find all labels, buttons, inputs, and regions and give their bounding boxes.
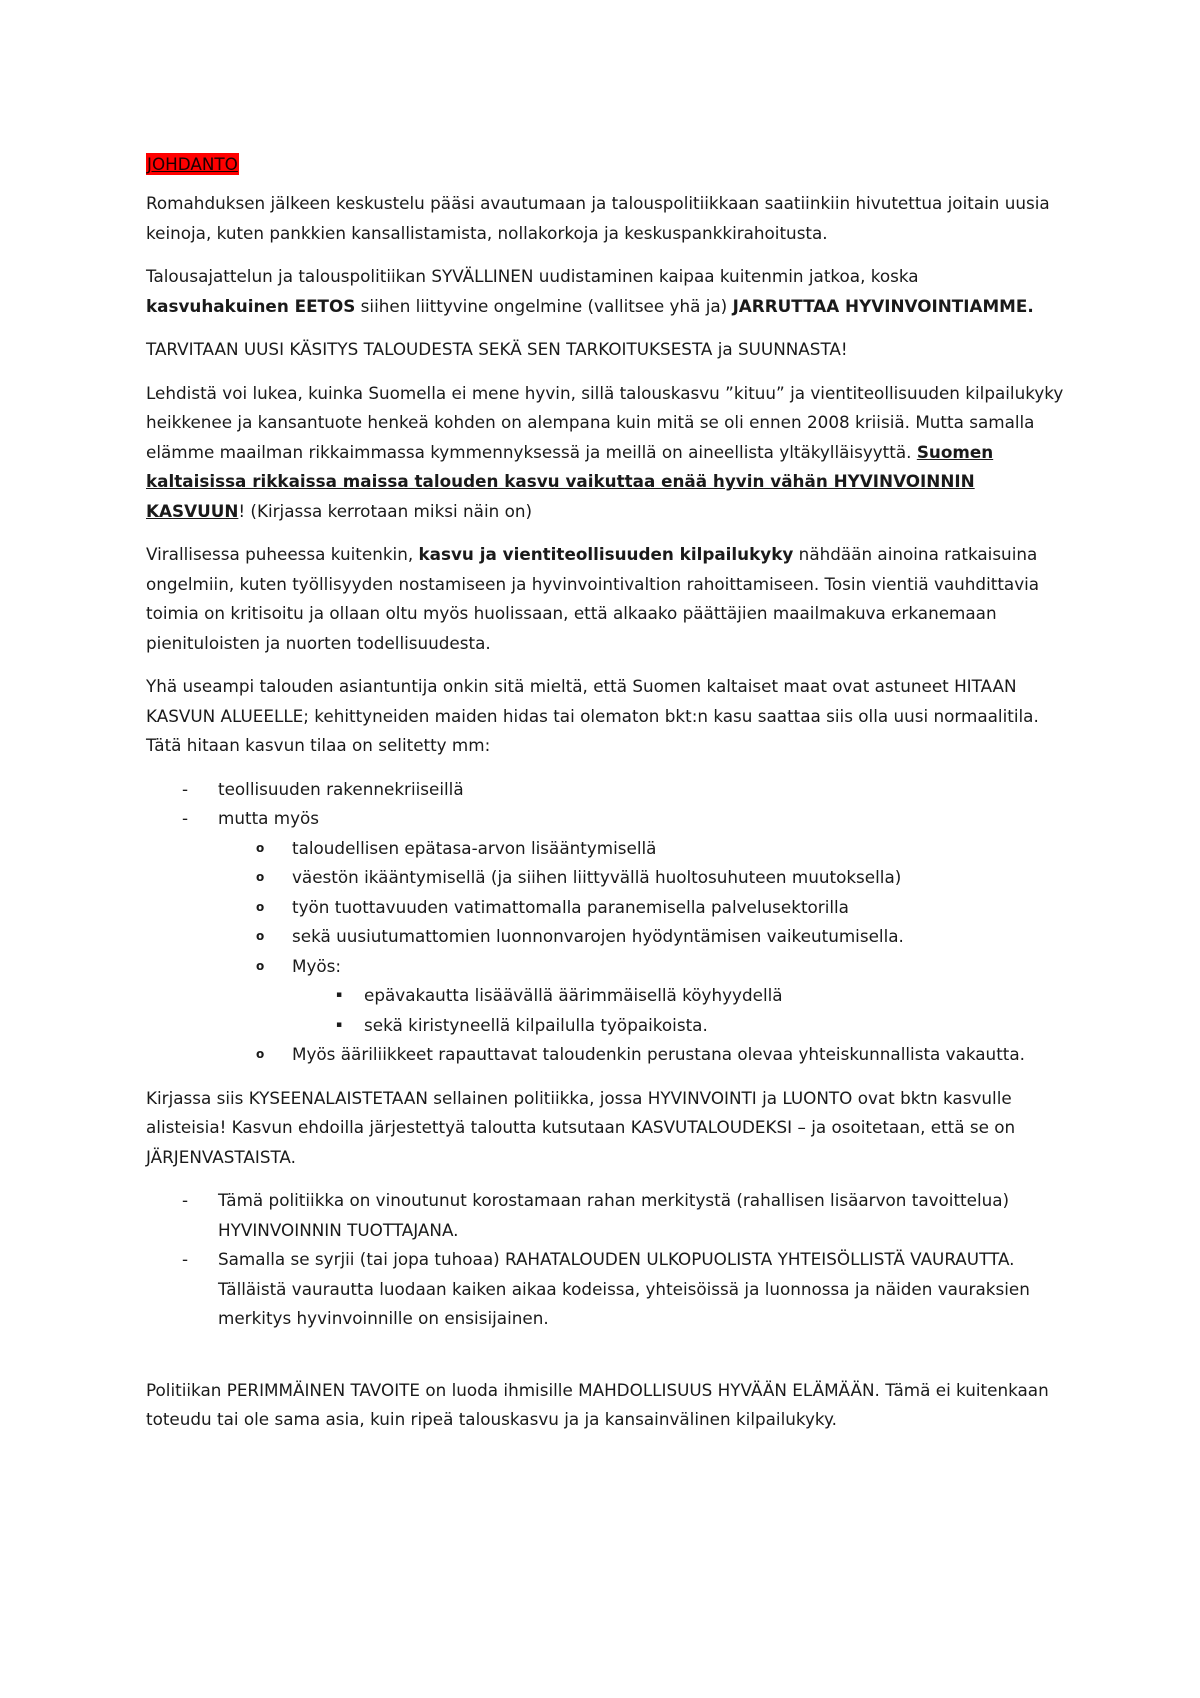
- list-item: - mutta myös: [146, 804, 1066, 834]
- document-body: [146, 150, 1066, 1449]
- dash-bullet: -: [182, 778, 189, 799]
- sub-sub-list-item: ▪ epävakautta lisäävällä äärimmäisellä köyhyydellä: [146, 981, 1066, 1011]
- emphasis-eetos: kasvuhakuinen EETOS: [146, 295, 356, 316]
- sub-list-item: o väestön ikääntymisellä (ja siihen liittyvällä huoltosuhuteen muutoksella): [146, 863, 1066, 893]
- sub-list-item: o sekä uusiutumattomien luonnonvarojen hyödyntämisen vaikeutumisella.: [146, 922, 1066, 952]
- sub-list-item: o työn tuottavuuden vatimattomalla paranemisella palvelusektorilla: [146, 893, 1066, 923]
- bullet-list-1: [146, 775, 1066, 1070]
- circle-bullet: o: [256, 958, 265, 973]
- dash-bullet: -: [182, 808, 189, 828]
- list-item: - Tämä politiikka on vinoutunut korostamaan rahan merkitystä (rahallisen lisäarvon tavoittelua) HYVINVOINNIN TUOTTAJANA.: [146, 1186, 1066, 1245]
- paragraph-7: Kirjassa siis KYSEENALAISTETAAN sellainen politiikka, jossa HYVINVOINTI ja LUONTO ovat bktn kasvulle alisteisia! Kasvun ehdoilla järjestettyä taloutta kutsutaan KASVUTALOUDEKSI – ja osoitetaan, että se on JÄRJENVASTAISTA.: [146, 1087, 1016, 1167]
- sub-sub-list-item: ▪ sekä kiristyneellä kilpailulla työpaikoista.: [146, 1011, 1066, 1041]
- emphasis-jarruttaa: JARRUTTAA HYVINVOINTIAMME.: [732, 295, 1034, 316]
- circle-bullet: o: [256, 899, 265, 914]
- sub-list-item: o taloudellisen epätasa-arvon lisääntymisellä: [146, 834, 1066, 864]
- circle-bullet: o: [256, 870, 265, 884]
- paragraph-8: Politiikan PERIMMÄINEN TAVOITE on luoda ihmisille MAHDOLLISUUS HYVÄÄN ELÄMÄÄN. Tämä ei kuitenkaan toteudu tai ole sama asia, kuin ripeä talouskasvu ja ja kansainvälinen kilpailukyky.: [146, 1379, 1049, 1429]
- dash-bullet: -: [182, 1190, 189, 1210]
- paragraph-4: Lehdistä voi lukea, kuinka Suomella ei mene hyvin, sillä talouskasvu ”kituu” ja vientiteollisuuden kilpailukyky heikkenee ja kansantuote henkeä kohden on alempana kuin mitä se oli ennen 2008 kriisiä. Mutta samalla elämme maailman rikkaimmassa kymmennyksessä ja meillä on aineellista yltäkylläisyyttä. Suomen kaltaisissa rikkaissa maissa talouden kasvu vaikuttaa enää hyvin vähän HYVINVOINNIN KASVUUN! (Kirjassa kerrotaan miksi näin on): [146, 382, 1064, 521]
- spacer: [146, 1348, 1066, 1376]
- paragraph-1: Romahduksen jälkeen keskustelu pääsi avautumaan ja talouspolitiikkaan saatiinkiin hivutettua joitain uusia keinoja, kuten pankkien kansallistamista, nollakorkoja ja keskuspankkirahoitusta.: [146, 193, 1050, 243]
- circle-bullet: o: [256, 1047, 265, 1061]
- circle-bullet: o: [256, 840, 265, 855]
- sub-list-item: o Myös:: [146, 952, 1066, 982]
- emphasis-hyvinvoinnin-kasvuun: Suomen kaltaisissa rikkaissa maissa talouden kasvu vaikuttaa enää hyvin vähän HYVINVOINNIN KASVUUN: [146, 441, 994, 521]
- list-item: - Samalla se syrjii (tai jopa tuhoaa) RAHATALOUDEN ULKOPUOLISTA YHTEISÖLLISTÄ VAURAUTTA. Tälläistä vaurautta luodaan kaiken aikaa kodeissa, yhteisöissä ja luonnossa ja näiden vauraksien merkitys hyvinvoinnille on ensisijainen.: [146, 1245, 1066, 1334]
- dash-bullet: -: [182, 1249, 189, 1269]
- paragraph-6: Yhä useampi talouden asiantuntija onkin sitä mieltä, että Suomen kaltaiset maat ovat astuneet HITAAN KASVUN ALUEELLE; kehittyneiden maiden hidas tai olematon bkt:n kasu saattaa siis olla uusi normaalitila. Tätä hitaan kasvun tilaa on selitetty mm:: [146, 676, 1039, 755]
- list-item: - teollisuuden rakennekriiseillä: [146, 775, 1066, 805]
- emphasis-kasvu-kilpailukyky: kasvu ja vientiteollisuuden kilpailukyky: [418, 544, 794, 564]
- sub-list-item: o Myös ääriliikkeet rapauttavat taloudenkin perustana olevaa yhteiskunnallista vakautta.: [146, 1040, 1066, 1070]
- square-bullet: ▪: [336, 1019, 343, 1030]
- square-bullet: ▪: [336, 990, 343, 1000]
- paragraph-2: Talousajattelun ja talouspolitiikan SYVÄLLINEN uudistaminen kaipaa kuitenmin jatkoa, koska kasvuhakuinen EETOS siihen liittyvine ongelmine (vallitsee yhä ja) JARRUTTAA HYVINVOINTIAMME.: [146, 266, 1034, 316]
- bullet-list-2: [146, 1186, 1066, 1334]
- paragraph-5: Virallisessa puheessa kuitenkin, kasvu ja vientiteollisuuden kilpailukyky nähdään ainoina ratkaisuina ongelmiin, kuten työllisyyden nostamiseen ja hyvinvointivaltion rahoittamiseen. Tosin vientiä vauhdittavia toimia on kritisoitu ja ollaan oltu myös huolissaan, että alkaako päättäjien maailmakuva erkanemaan pienituloisten ja nuorten todellisuudesta.: [146, 544, 1040, 653]
- circle-bullet: o: [256, 929, 265, 943]
- paragraph-3: TARVITAAN UUSI KÄSITYS TALOUDESTA SEKÄ SEN TARKOITUKSESTA ja SUUNNASTA!: [146, 339, 848, 359]
- heading-johdanto: JOHDANTO: [147, 154, 238, 174]
